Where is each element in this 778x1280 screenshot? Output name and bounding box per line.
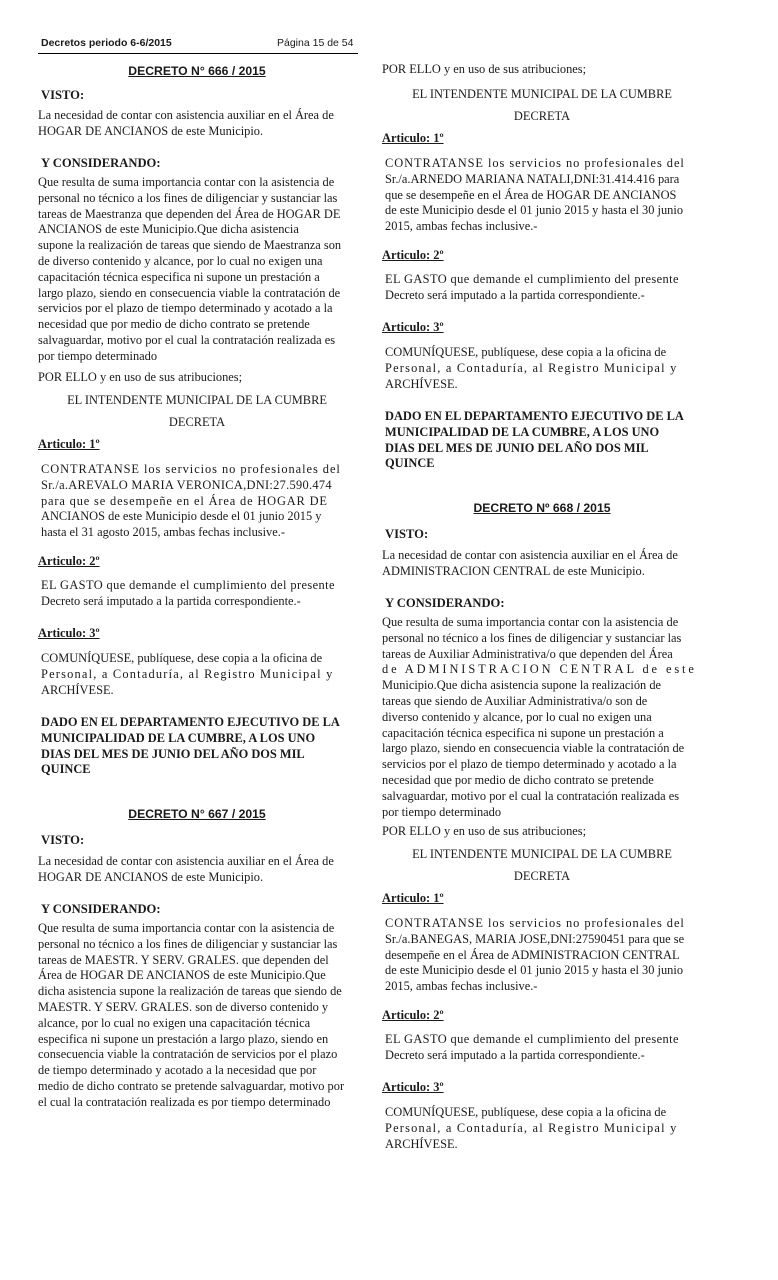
decree-666-decreta: DECRETA xyxy=(168,415,226,429)
page-number: Página 15 de 54 xyxy=(277,37,354,49)
decree-668-visto-text: La necesidad de contar con asistencia auxiliar en el Área de ADMINISTRACION CENTRAL de este Municipio. xyxy=(382,548,678,578)
decree-668-visto-label: VISTO: xyxy=(385,527,429,541)
decree-668-intendente: EL INTENDENTE MUNICIPAL DE LA CUMBRE xyxy=(412,847,672,861)
decree-668-article-3-text: COMUNÍQUESE, publíquese, dese copia a la oficina de Personal, a Contaduría, al Registro Municipal y ARCHÍVESE. xyxy=(385,1105,678,1151)
decree-667-por-ello: POR ELLO y en uso de sus atribuciones; xyxy=(382,62,587,76)
decree-666-article-3-label: Articulo: 3º xyxy=(38,626,100,640)
decree-667-visto-text: La necesidad de contar con asistencia auxiliar en el Área de HOGAR DE ANCIANOS de este Municipio. xyxy=(38,854,334,884)
decree-667-article-1-label: Articulo: 1º xyxy=(382,131,444,145)
header-divider xyxy=(38,53,358,54)
decree-667-article-2-label: Articulo: 2º xyxy=(382,248,444,262)
decree-667-article-3-text: COMUNÍQUESE, publíquese, dese copia a la oficina de Personal, a Contaduría, al Registro Municipal y ARCHÍVESE. xyxy=(385,345,678,391)
decree-667-considerando-text: Que resulta de suma importancia contar con la asistencia de personal no técnico a los fines de diligenciar y sustanciar las tareas de MAESTR. Y SERV. GRALES. que dependen del Área de HOGAR DE ANCIANOS de este Municipio.Que dicha asistencia supone la realización de tareas que siendo de MAESTR. Y SERV. GRALES. son de diverso contenido y alcance, por lo cual no exigen una capacitación técnica especifica ni supone un prestación a largo plazo, siendo en consecuencia viable la contratación de servicios por el plazo de tiempo determinado y acotado a la necesidad que por medio de dicho contrato se pretende salvaguardar, motivo por el cual la contratación realizada es por tiempo determinado xyxy=(38,921,345,1109)
decree-667-decreta: DECRETA xyxy=(513,109,571,123)
decree-667-dado: DADO EN EL DEPARTAMENTO EJECUTIVO DE LA MUNICIPALIDAD DE LA CUMBRE, A LOS UNO DIAS DEL MES DE JUNIO DEL AÑO DOS MIL QUINCE xyxy=(385,409,684,471)
decree-668-considerando-label: Y CONSIDERANDO: xyxy=(385,596,505,610)
decree-668-article-2-text: EL GASTO que demande el cumplimiento del presente Decreto será imputado a la partida correspondiente.- xyxy=(385,1032,679,1062)
decree-666-article-3-text: COMUNÍQUESE, publíquese, dese copia a la oficina de Personal, a Contaduría, al Registro Municipal y ARCHÍVESE. xyxy=(41,651,334,697)
decree-668-article-1-label: Articulo: 1º xyxy=(382,891,444,905)
decree-666-visto-text: La necesidad de contar con asistencia auxiliar en el Área de HOGAR DE ANCIANOS de este Municipio. xyxy=(38,108,334,138)
decree-667-title: DECRETO N° 667 / 2015 xyxy=(128,807,266,821)
decree-667-article-3-label: Articulo: 3º xyxy=(382,320,444,334)
decree-666-article-1-label: Articulo: 1º xyxy=(38,437,100,451)
decree-666-considerando-label: Y CONSIDERANDO: xyxy=(41,156,161,170)
decree-668-por-ello: POR ELLO y en uso de sus atribuciones; xyxy=(382,824,587,838)
decree-666-intendente: EL INTENDENTE MUNICIPAL DE LA CUMBRE xyxy=(67,393,327,407)
decree-666-por-ello: POR ELLO y en uso de sus atribuciones; xyxy=(38,370,243,384)
decree-667-article-1-text: CONTRATANSE los servicios no profesionales del Sr./a.ARNEDO MARIANA NATALI,DNI:31.414.416 para que se desempeñe en el Área de HOGAR DE ANCIANOS de este Municipio desde el 01 junio 2015 y hasta el 30 junio 2015, ambas fechas inclusive.- xyxy=(385,156,685,234)
decree-667-visto-label: VISTO: xyxy=(41,833,85,847)
decree-668-considerando-text: Que resulta de suma importancia contar con la asistencia de personal no técnico a los fines de diligenciar y sustanciar las tareas de Auxiliar Administrativa/o que dependen del Área de ADMINISTRACION CENTRAL de este Municipio.Que dicha asistencia supone la realización de tareas que siendo de Auxiliar Administrativa/o son de diverso contenido y alcance, por lo cual no exigen una capacitación técnica especifica ni supone un prestación a largo plazo, siendo en consecuencia viable la contratación de servicios por el plazo de tiempo determinado y acotado a la necesidad que por medio de dicho contrato se pretende salvaguardar, motivo por el cual la contratación realizada es por tiempo determinado xyxy=(382,615,697,819)
right-column xyxy=(382,62,702,1232)
decree-668-article-1-text: CONTRATANSE los servicios no profesionales del Sr./a.BANEGAS, MARIA JOSE,DNI:27590451 para que se desempeñe en el Área de ADMINISTRACION CENTRAL de este Municipio desde el 01 junio 2015 y hasta el 30 junio 2015, ambas fechas inclusive.- xyxy=(385,916,685,994)
decree-667-considerando-label: Y CONSIDERANDO: xyxy=(41,902,161,916)
decree-666-title: DECRETO N° 666 / 2015 xyxy=(128,64,266,78)
decree-666-article-2-label: Articulo: 2º xyxy=(38,554,100,568)
decree-668-article-2-label: Articulo: 2º xyxy=(382,1008,444,1022)
decree-668-article-3-label: Articulo: 3º xyxy=(382,1080,444,1094)
decree-668-decreta: DECRETA xyxy=(513,869,571,883)
decree-666-article-1-text: CONTRATANSE los servicios no profesionales del Sr./a.AREVALO MARIA VERONICA,DNI:27.590.474 para que se desempeñe en el Área de HOGAR DE ANCIANOS de este Municipio desde el 01 junio 2015 y hasta el 31 agosto 2015, ambas fechas inclusive.- xyxy=(41,462,341,540)
decree-668-title: DECRETO Nº 668 / 2015 xyxy=(473,501,611,515)
left-column xyxy=(38,62,356,1232)
decree-666-article-2-text: EL GASTO que demande el cumplimiento del presente Decreto será imputado a la partida correspondiente.- xyxy=(41,578,335,608)
decree-667-article-2-text: EL GASTO que demande el cumplimiento del presente Decreto será imputado a la partida correspondiente.- xyxy=(385,272,679,302)
decree-666-visto-label: VISTO: xyxy=(41,88,85,102)
decree-667-intendente: EL INTENDENTE MUNICIPAL DE LA CUMBRE xyxy=(412,87,672,101)
page-header-title: Decretos periodo 6-6/2015 xyxy=(41,37,172,49)
decree-666-considerando-text: Que resulta de suma importancia contar con la asistencia de personal no técnico a los fines de diligenciar y sustanciar las tareas de Maestranza que dependen del Área de HOGAR DE ANCIANOS de este Municipio.Que dicha asistencia supone la realización de tareas que siendo de Maestranza son de diverso contenido y alcance, por lo cual no exigen una capacitación técnica especifica ni supone un prestación a largo plazo, siendo en consecuencia viable la contratación de servicios por el plazo de tiempo determinado y acotado a la necesidad que por medio de dicho contrato se pretende salvaguardar, motivo por el cual la contratación realizada es por tiempo determinado xyxy=(38,175,342,363)
decree-666-dado: DADO EN EL DEPARTAMENTO EJECUTIVO DE LA MUNICIPALIDAD DE LA CUMBRE, A LOS UNO DIAS DEL MES DE JUNIO DEL AÑO DOS MIL QUINCE xyxy=(41,715,340,777)
